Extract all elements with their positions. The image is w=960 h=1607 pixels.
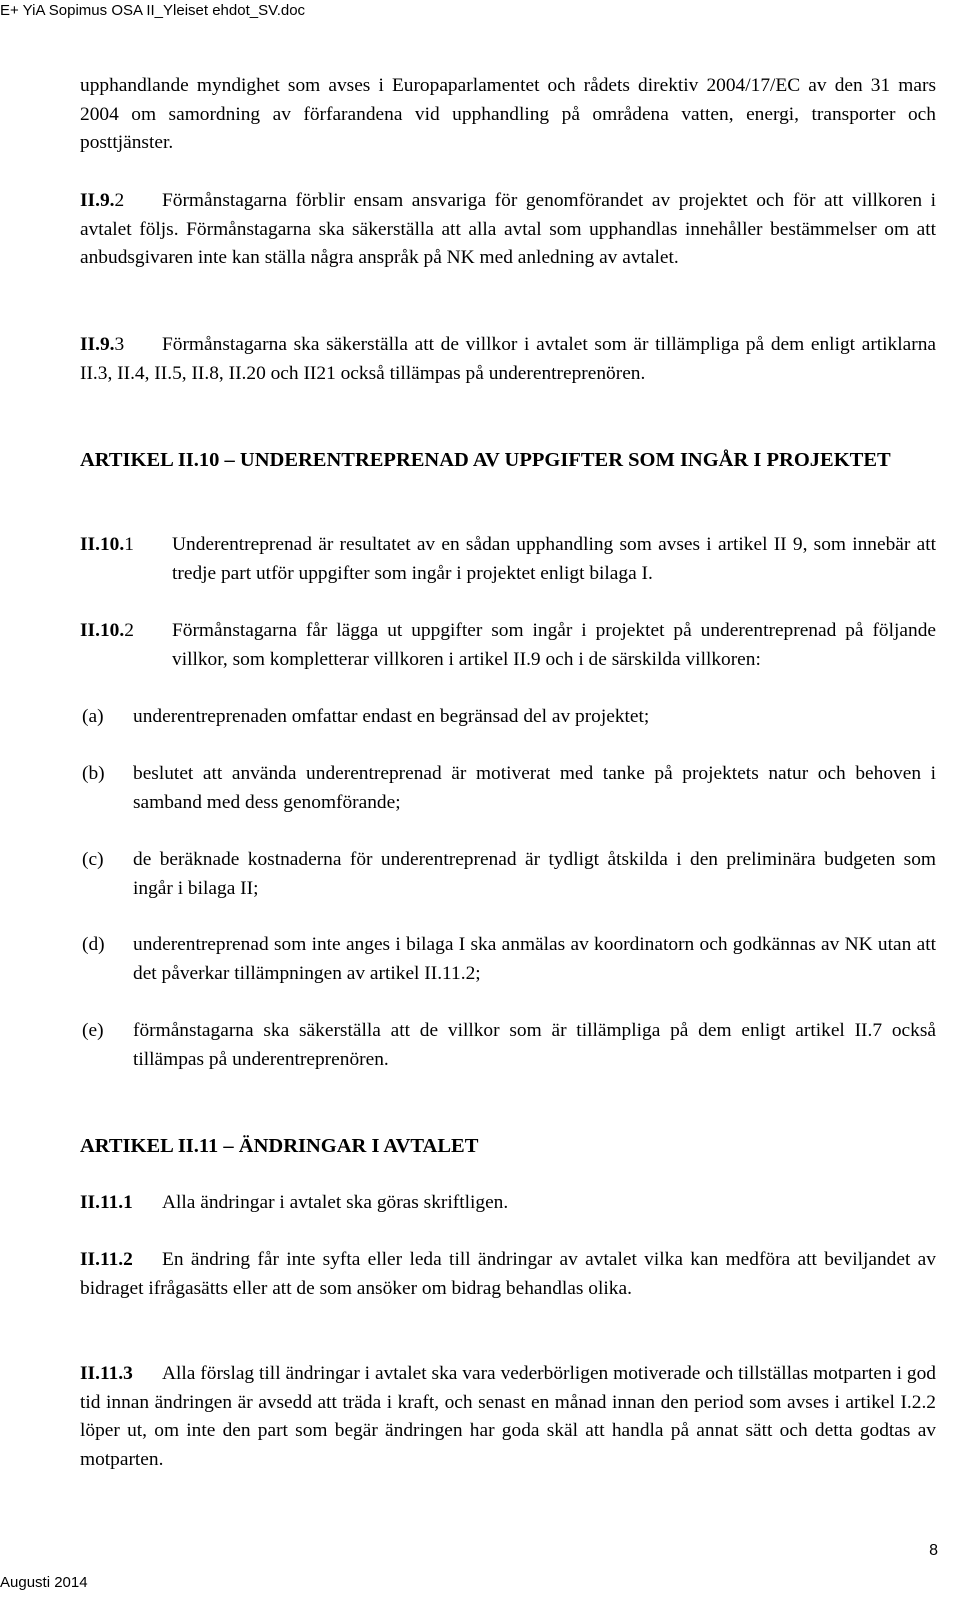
- item-label: (a): [82, 706, 104, 727]
- clause-ii-11-1: [80, 1189, 936, 1218]
- article-10-heading: ARTIKEL II.10 – UNDERENTREPRENAD AV UPPGIFTER SOM INGÅR I PROJEKTET: [80, 449, 891, 471]
- item-label: (c): [82, 849, 104, 870]
- clause-text: Underentreprenad är resultatet av en sådan upphandling som avses i artikel II 9, som innebär att tredje part utför uppgifter som ingår i projektet enligt bilaga I.: [172, 534, 936, 584]
- clause-number: II.11.2: [80, 1249, 133, 1270]
- clause-ii-10-2: [80, 617, 936, 674]
- list-item-e: [82, 1017, 936, 1074]
- footer-date: Augusti 2014: [0, 1574, 88, 1591]
- intro-paragraph: upphandlande myndighet som avses i Europaparlamentet och rådets direktiv 2004/17/EC av den 31 mars 2004 om samordning av förfarandena vid upphandling på områdena vatten, energi, transporter och posttjänster.: [80, 75, 936, 153]
- clause-number: II.11.3: [80, 1363, 133, 1384]
- item-text: underentreprenaden omfattar endast en begränsad del av projektet;: [133, 706, 650, 727]
- item-text: de beräknade kostnaderna för underentreprenad är tydligt åtskilda i den preliminära budgeten som ingår i bilaga II;: [133, 849, 936, 899]
- list-item-a: [82, 703, 936, 732]
- document-title: E+ YiA Sopimus OSA II_Yleiset ehdot_SV.doc: [0, 2, 306, 19]
- article-11-heading: ARTIKEL II.11 – ÄNDRINGAR I AVTALET: [80, 1135, 479, 1157]
- clause-ii-9-3: [80, 331, 936, 388]
- clause-number: II.9.3: [80, 334, 125, 355]
- item-label: (e): [82, 1020, 104, 1041]
- clause-text: Förmånstagarna ska säkerställa att de villkor i avtalet som är tillämpliga på dem enligt artiklarna II.3, II.4, II.5, II.8, II.20 och II21 också tillämpas på underentreprenören.: [80, 334, 936, 384]
- clause-number: II.11.1: [80, 1192, 133, 1213]
- clause-number: II.10.2: [80, 620, 134, 641]
- item-text: underentreprenad som inte anges i bilaga I ska anmälas av koordinatorn och godkännas av NK utan att det påverkar tillämpningen av artikel II.11.2;: [133, 934, 936, 984]
- list-item-c: [82, 846, 936, 903]
- clause-number: II.9.2: [80, 190, 125, 211]
- page-number: 8: [929, 1542, 938, 1559]
- list-item-d: [82, 931, 936, 988]
- clause-ii-9-2: [80, 187, 936, 273]
- item-label: (b): [82, 763, 105, 784]
- item-text: förmånstagarna ska säkerställa att de villkor som är tillämpliga på dem enligt artikel II.7 också tillämpas på underentreprenören.: [133, 1020, 936, 1070]
- list-item-b: [82, 760, 936, 817]
- item-text: beslutet att använda underentreprenad är motiverat med tanke på projektets natur och behoven i samband med dess genomförande;: [133, 763, 936, 813]
- clause-ii-10-1: [80, 531, 936, 588]
- clause-text: En ändring får inte syfta eller leda till ändringar av avtalet vilka kan medföra att beviljandet av bidraget ifrågasätts eller att de som ansöker om bidrag behandlas olika.: [80, 1249, 936, 1299]
- clause-number: II.10.1: [80, 534, 134, 555]
- clause-text: Förmånstagarna förblir ensam ansvariga för genomförandet av projektet och för att villkoren i avtalet följs. Förmånstagarna ska säkerställa att alla avtal som upphandlas innehåller bestämmelser om att anbudsgivaren inte kan ställa några anspråk på NK med anledning av avtalet.: [80, 190, 936, 268]
- clause-ii-11-3: [80, 1360, 936, 1474]
- clause-ii-11-2: [80, 1246, 936, 1303]
- clause-text: Förmånstagarna får lägga ut uppgifter som ingår i projektet på underentreprenad på följande villkor, som kompletterar villkoren i artikel II.9 och i de särskilda villkoren:: [172, 620, 936, 670]
- clause-text: Alla förslag till ändringar i avtalet ska vara vederbörligen motiverade och tillställas motparten i god tid innan ändringen är avsedd att träda i kraft, och senast en månad innan den period som avses i artikel I.2.2 löper ut, om inte den part som begär ändringen har goda skäl att handla på annat sätt och detta godtas av motparten.: [80, 1363, 936, 1470]
- clause-text: Alla ändringar i avtalet ska göras skriftligen.: [162, 1192, 509, 1213]
- item-label: (d): [82, 934, 105, 955]
